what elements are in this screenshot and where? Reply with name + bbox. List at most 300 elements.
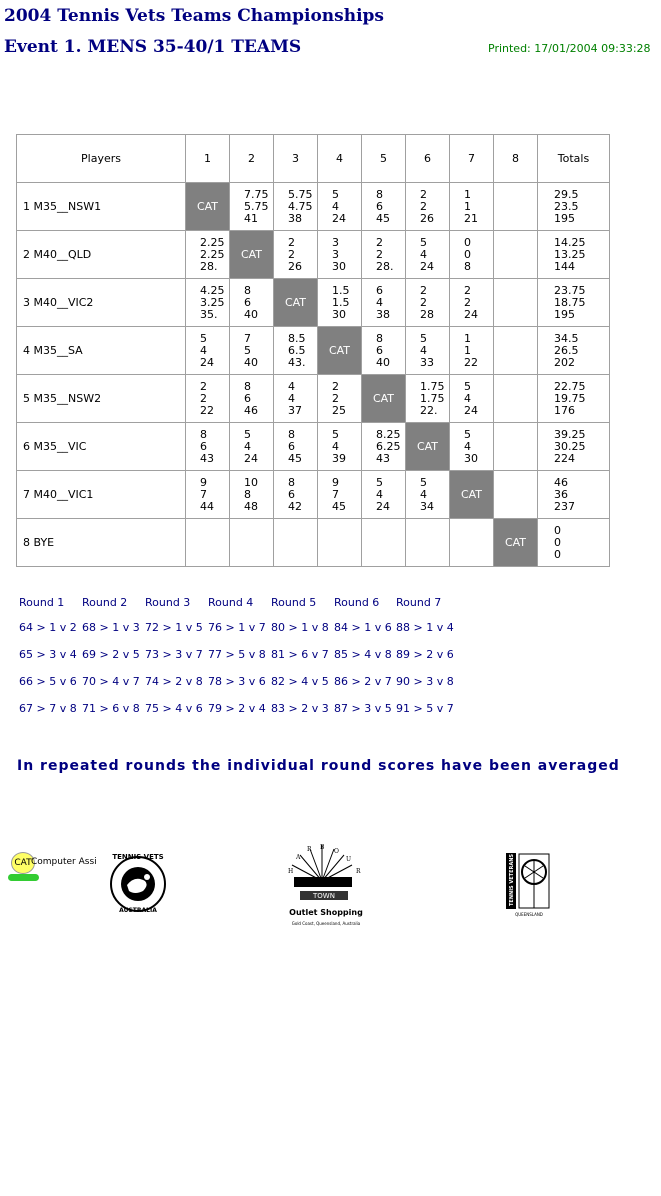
score-line: 8 <box>244 379 251 393</box>
score-line: 2 <box>376 235 383 249</box>
score-cell <box>186 375 230 423</box>
team-row <box>17 375 610 423</box>
score-cell <box>230 423 274 471</box>
harbour-letter-o: O <box>334 848 339 855</box>
team-name: 1 M35__NSW1 <box>17 183 186 231</box>
score-line: 6 <box>288 487 295 501</box>
score-cell <box>406 375 450 423</box>
score-line: 28. <box>376 259 394 273</box>
score-line: 24 <box>464 307 478 321</box>
score-line: 4.75 <box>288 199 313 213</box>
score-line: 4 <box>288 391 295 405</box>
team-row <box>17 327 610 375</box>
team-name: 8 BYE <box>17 519 186 567</box>
score-cell <box>274 423 318 471</box>
score-line: 38 <box>376 307 390 321</box>
totals-line: 224 <box>554 451 575 465</box>
round-header: Round 7 <box>396 596 442 609</box>
score-line: 24 <box>332 211 346 225</box>
score-line: 40 <box>376 355 390 369</box>
score-cell <box>230 471 274 519</box>
score-cell <box>406 183 450 231</box>
totals-line: 34.5 <box>554 331 579 345</box>
score-cell <box>406 231 450 279</box>
cat-cell: CAT <box>230 231 274 279</box>
score-cell <box>406 471 450 519</box>
team-name: 6 M35__VIC <box>17 423 186 471</box>
cat-cell: CAT <box>186 183 230 231</box>
score-line: 4 <box>332 199 339 213</box>
score-cell <box>274 183 318 231</box>
totals-cell <box>538 375 610 423</box>
column-header: 4 <box>318 135 362 183</box>
team-row <box>17 423 610 471</box>
round-match: 73 > 3 v 7 <box>145 648 203 661</box>
team-row <box>17 471 610 519</box>
score-line: 4 <box>420 247 427 261</box>
totals-cell <box>538 231 610 279</box>
score-line: 6 <box>288 439 295 453</box>
score-line: 0 <box>464 247 471 261</box>
outlet-shopping-text: Outlet Shopping <box>289 908 363 917</box>
score-line: 43 <box>376 451 390 465</box>
cat-cell: CAT <box>274 279 318 327</box>
score-line: 38 <box>288 211 302 225</box>
score-line: 7.75 <box>244 187 269 201</box>
score-line: 5 <box>332 427 339 441</box>
round-match: 78 > 3 v 6 <box>208 675 266 688</box>
totals-line: 0 <box>554 523 561 537</box>
column-header: 6 <box>406 135 450 183</box>
score-line: 4 <box>332 439 339 453</box>
round-header: Round 5 <box>271 596 317 609</box>
score-cell <box>318 471 362 519</box>
score-line: 6 <box>200 439 207 453</box>
score-line: 4 <box>200 343 207 357</box>
score-line: 6.25 <box>376 439 401 453</box>
score-line: 4 <box>420 343 427 357</box>
score-line: 45 <box>332 499 346 513</box>
round-match: 72 > 1 v 5 <box>145 621 203 634</box>
score-line: 8.5 <box>288 331 306 345</box>
round-match: 66 > 5 v 6 <box>19 675 77 688</box>
score-line: 2 <box>288 247 295 261</box>
score-line: 24 <box>200 355 214 369</box>
score-cell <box>186 423 230 471</box>
score-line: 1.5 <box>332 283 350 297</box>
score-line: 6 <box>244 391 251 405</box>
score-line: 2 <box>420 283 427 297</box>
harbour-letter-h: H <box>288 868 294 875</box>
score-cell <box>494 183 538 231</box>
round-match: 86 > 2 v 7 <box>334 675 392 688</box>
totals-line: 26.5 <box>554 343 579 357</box>
score-line: 40 <box>244 355 258 369</box>
score-cell <box>318 423 362 471</box>
score-cell <box>230 375 274 423</box>
score-line: 1.75 <box>420 379 445 393</box>
score-cell <box>494 327 538 375</box>
score-line: 24 <box>376 499 390 513</box>
score-cell <box>406 519 450 567</box>
cat-logo-bar <box>8 874 39 881</box>
team-name: 7 M40__VIC1 <box>17 471 186 519</box>
score-line: 40 <box>244 307 258 321</box>
totals-line: 195 <box>554 211 575 225</box>
harbour-letter-r: R <box>307 846 312 853</box>
score-line: 30 <box>332 259 346 273</box>
score-line: 48 <box>244 499 258 513</box>
totals-cell <box>538 471 610 519</box>
score-cell <box>362 183 406 231</box>
score-cell <box>186 471 230 519</box>
totals-line: 14.25 <box>554 235 586 249</box>
championship-title: 2004 Tennis Vets Teams Championships <box>4 6 384 26</box>
round-match: 68 > 1 v 3 <box>82 621 140 634</box>
score-line: 4 <box>464 439 471 453</box>
totals-line: 237 <box>554 499 575 513</box>
round-match: 77 > 5 v 8 <box>208 648 266 661</box>
totals-line: 0 <box>554 547 561 561</box>
score-line: 24 <box>244 451 258 465</box>
score-line: 1 <box>464 343 471 357</box>
score-line: 8 <box>376 187 383 201</box>
score-line: 5 <box>244 343 251 357</box>
round-header: Round 1 <box>19 596 65 609</box>
harbour-letter-u: U <box>346 856 352 863</box>
score-line: 4 <box>464 391 471 405</box>
tvq-logo-text: TENNIS VETERANS <box>509 853 515 906</box>
round-match: 79 > 2 v 4 <box>208 702 266 715</box>
harbour-letter-a: A <box>296 854 301 861</box>
cat-cell: CAT <box>318 327 362 375</box>
score-line: 3 <box>332 247 339 261</box>
score-line: 9 <box>200 475 207 489</box>
score-cell <box>318 375 362 423</box>
score-line: 2 <box>200 391 207 405</box>
score-line: 4.25 <box>200 283 225 297</box>
score-line: 8 <box>464 259 471 273</box>
totals-line: 202 <box>554 355 575 369</box>
totals-line: 36 <box>554 487 568 501</box>
score-line: 44 <box>200 499 214 513</box>
score-line: 37 <box>288 403 302 417</box>
column-header: 2 <box>230 135 274 183</box>
score-line: 42 <box>288 499 302 513</box>
round-match: 88 > 1 v 4 <box>396 621 454 634</box>
column-header: 8 <box>494 135 538 183</box>
score-cell <box>450 231 494 279</box>
score-line: 45 <box>288 451 302 465</box>
score-line: 5 <box>376 475 383 489</box>
team-name: 2 M40__QLD <box>17 231 186 279</box>
score-line: 6 <box>376 199 383 213</box>
tennis-vets-logo-text: TENNIS VETS <box>112 853 164 861</box>
score-line: 2 <box>420 295 427 309</box>
totals-line: 0 <box>554 535 561 549</box>
score-line: 28. <box>200 259 218 273</box>
score-cell <box>186 279 230 327</box>
team-name: 5 M35__NSW2 <box>17 375 186 423</box>
score-cell <box>450 519 494 567</box>
score-line: 0 <box>464 235 471 249</box>
round-match: 64 > 1 v 2 <box>19 621 77 634</box>
score-line: 24 <box>420 259 434 273</box>
score-cell <box>318 279 362 327</box>
score-line: 22 <box>200 403 214 417</box>
score-line: 5 <box>200 331 207 345</box>
score-cell <box>406 279 450 327</box>
score-line: 25 <box>332 403 346 417</box>
tvq-logo-subtext: QUEENSLAND <box>515 912 543 917</box>
score-line: 22. <box>420 403 438 417</box>
totals-line: 22.75 <box>554 379 586 393</box>
grid-header-row <box>17 135 610 183</box>
totals-line: 39.25 <box>554 427 586 441</box>
score-line: 5.75 <box>244 199 269 213</box>
score-cell <box>274 231 318 279</box>
harbour-town-town-text: TOWN <box>313 892 335 900</box>
totals-line: 23.5 <box>554 199 579 213</box>
team-row <box>17 279 610 327</box>
round-match: 84 > 1 v 6 <box>334 621 392 634</box>
score-cell <box>494 279 538 327</box>
score-line: 8 <box>288 475 295 489</box>
score-cell <box>362 327 406 375</box>
round-match: 90 > 3 v 8 <box>396 675 454 688</box>
score-line: 24 <box>464 403 478 417</box>
score-line: 2 <box>420 199 427 213</box>
team-row <box>17 183 610 231</box>
round-match: 70 > 4 v 7 <box>82 675 140 688</box>
score-line: 45 <box>376 211 390 225</box>
team-name: 4 M35__SA <box>17 327 186 375</box>
score-cell <box>274 375 318 423</box>
score-line: 3.25 <box>200 295 225 309</box>
team-row <box>17 231 610 279</box>
score-cell <box>450 327 494 375</box>
score-line: 8 <box>244 487 251 501</box>
totals-cell <box>538 183 610 231</box>
score-line: 2 <box>420 187 427 201</box>
score-line: 10 <box>244 475 258 489</box>
score-line: 46 <box>244 403 258 417</box>
totals-line: 46 <box>554 475 568 489</box>
round-match: 83 > 2 v 3 <box>271 702 329 715</box>
score-line: 2.25 <box>200 247 225 261</box>
score-cell <box>186 519 230 567</box>
score-cell <box>230 183 274 231</box>
column-header: 7 <box>450 135 494 183</box>
score-line: 2 <box>464 295 471 309</box>
totals-line: 195 <box>554 307 575 321</box>
score-line: 2 <box>464 283 471 297</box>
round-match: 71 > 6 v 8 <box>82 702 140 715</box>
score-line: 6 <box>244 295 251 309</box>
score-line: 6 <box>376 283 383 297</box>
score-line: 1 <box>464 187 471 201</box>
totals-cell <box>538 327 610 375</box>
score-line: 1 <box>464 199 471 213</box>
round-match: 67 > 7 v 8 <box>19 702 77 715</box>
round-header: Round 6 <box>334 596 380 609</box>
harbour-town-logo <box>280 843 374 931</box>
round-match: 81 > 6 v 7 <box>271 648 329 661</box>
score-line: 4 <box>376 487 383 501</box>
tennis-vets-australia-logo <box>107 851 169 913</box>
score-line: 35. <box>200 307 218 321</box>
results-grid <box>16 134 610 567</box>
score-line: 5 <box>464 427 471 441</box>
averaging-note: In repeated rounds the individual round scores have been averaged <box>17 758 620 774</box>
cat-cell: CAT <box>406 423 450 471</box>
score-line: 3 <box>332 235 339 249</box>
score-cell <box>450 183 494 231</box>
score-line: 4 <box>244 439 251 453</box>
score-line: 39 <box>332 451 346 465</box>
score-line: 7 <box>244 331 251 345</box>
round-match: 74 > 2 v 8 <box>145 675 203 688</box>
score-line: 4 <box>376 295 383 309</box>
round-header: Round 4 <box>208 596 254 609</box>
score-cell <box>362 423 406 471</box>
score-line: 8 <box>244 283 251 297</box>
cat-badge-icon: CAT <box>11 852 35 874</box>
score-line: 5 <box>464 379 471 393</box>
score-line: 2 <box>332 391 339 405</box>
score-line: 2 <box>288 235 295 249</box>
tennis-vets-logo-subtext: AUSTRALIA <box>119 907 157 913</box>
tennis-veterans-queensland-logo <box>505 852 553 918</box>
score-line: 43 <box>200 451 214 465</box>
score-line: 26 <box>420 211 434 225</box>
score-cell <box>318 231 362 279</box>
score-line: 1 <box>464 331 471 345</box>
score-cell <box>450 423 494 471</box>
score-line: 21 <box>464 211 478 225</box>
cat-cell: CAT <box>450 471 494 519</box>
score-line: 1.5 <box>332 295 350 309</box>
score-line: 5 <box>420 235 427 249</box>
score-line: 2 <box>332 379 339 393</box>
round-header: Round 2 <box>82 596 128 609</box>
totals-line: 18.75 <box>554 295 586 309</box>
totals-cell <box>538 279 610 327</box>
score-line: 6 <box>376 343 383 357</box>
round-match: 76 > 1 v 7 <box>208 621 266 634</box>
score-line: 8 <box>376 331 383 345</box>
score-cell <box>362 231 406 279</box>
score-line: 8.25 <box>376 427 401 441</box>
score-line: 28 <box>420 307 434 321</box>
totals-line: 13.25 <box>554 247 586 261</box>
round-match: 91 > 5 v 7 <box>396 702 454 715</box>
score-cell <box>186 231 230 279</box>
score-cell <box>494 423 538 471</box>
round-match: 65 > 3 v 4 <box>19 648 77 661</box>
harbour-letter-b: B <box>320 844 325 851</box>
score-cell <box>450 279 494 327</box>
team-name: 3 M40__VIC2 <box>17 279 186 327</box>
score-cell <box>362 519 406 567</box>
score-line: 4 <box>288 379 295 393</box>
totals-line: 144 <box>554 259 575 273</box>
score-cell <box>230 279 274 327</box>
score-cell <box>274 471 318 519</box>
round-match: 87 > 3 v 5 <box>334 702 392 715</box>
score-line: 2.25 <box>200 235 225 249</box>
round-match: 89 > 2 v 6 <box>396 648 454 661</box>
score-line: 4 <box>420 487 427 501</box>
round-match: 80 > 1 v 8 <box>271 621 329 634</box>
score-cell <box>274 519 318 567</box>
cat-logo-text: Computer Assi <box>31 857 97 867</box>
score-line: 7 <box>200 487 207 501</box>
column-header: 1 <box>186 135 230 183</box>
score-line: 1.75 <box>420 391 445 405</box>
team-row <box>17 519 610 567</box>
round-match: 82 > 4 v 5 <box>271 675 329 688</box>
players-header: Players <box>17 135 186 183</box>
totals-cell <box>538 423 610 471</box>
score-cell <box>362 471 406 519</box>
harbour-letter-r2: R <box>356 868 361 875</box>
round-header: Round 3 <box>145 596 191 609</box>
totals-line: 23.75 <box>554 283 586 297</box>
score-cell <box>274 327 318 375</box>
totals-line: 176 <box>554 403 575 417</box>
round-match: 75 > 4 v 6 <box>145 702 203 715</box>
score-cell <box>494 231 538 279</box>
score-line: 43. <box>288 355 306 369</box>
score-line: 41 <box>244 211 258 225</box>
score-line: 22 <box>464 355 478 369</box>
score-line: 2 <box>376 247 383 261</box>
cat-cell: CAT <box>362 375 406 423</box>
totals-line: 30.25 <box>554 439 586 453</box>
column-header: 3 <box>274 135 318 183</box>
totals-header: Totals <box>538 135 610 183</box>
score-line: 6.5 <box>288 343 306 357</box>
totals-cell <box>538 519 610 567</box>
score-cell <box>494 471 538 519</box>
score-line: 26 <box>288 259 302 273</box>
score-line: 30 <box>464 451 478 465</box>
round-match: 85 > 4 v 8 <box>334 648 392 661</box>
score-line: 2 <box>200 379 207 393</box>
harbour-town-location-text: Gold Coast, Queensland, Australia <box>291 921 361 926</box>
score-line: 5 <box>420 331 427 345</box>
score-line: 30 <box>332 307 346 321</box>
totals-line: 19.75 <box>554 391 586 405</box>
score-line: 5.75 <box>288 187 313 201</box>
score-line: 34 <box>420 499 434 513</box>
score-cell <box>186 327 230 375</box>
score-cell <box>318 183 362 231</box>
event-title: Event 1. MENS 35-40/1 TEAMS <box>4 37 302 57</box>
score-cell <box>362 279 406 327</box>
score-line: 5 <box>244 427 251 441</box>
round-match: 69 > 2 v 5 <box>82 648 140 661</box>
cat-cell: CAT <box>494 519 538 567</box>
column-header: 5 <box>362 135 406 183</box>
totals-line: 29.5 <box>554 187 579 201</box>
score-line: 5 <box>332 187 339 201</box>
score-line: 8 <box>288 427 295 441</box>
score-cell <box>318 519 362 567</box>
printed-timestamp: Printed: 17/01/2004 09:33:28 <box>488 42 651 55</box>
score-line: 8 <box>200 427 207 441</box>
